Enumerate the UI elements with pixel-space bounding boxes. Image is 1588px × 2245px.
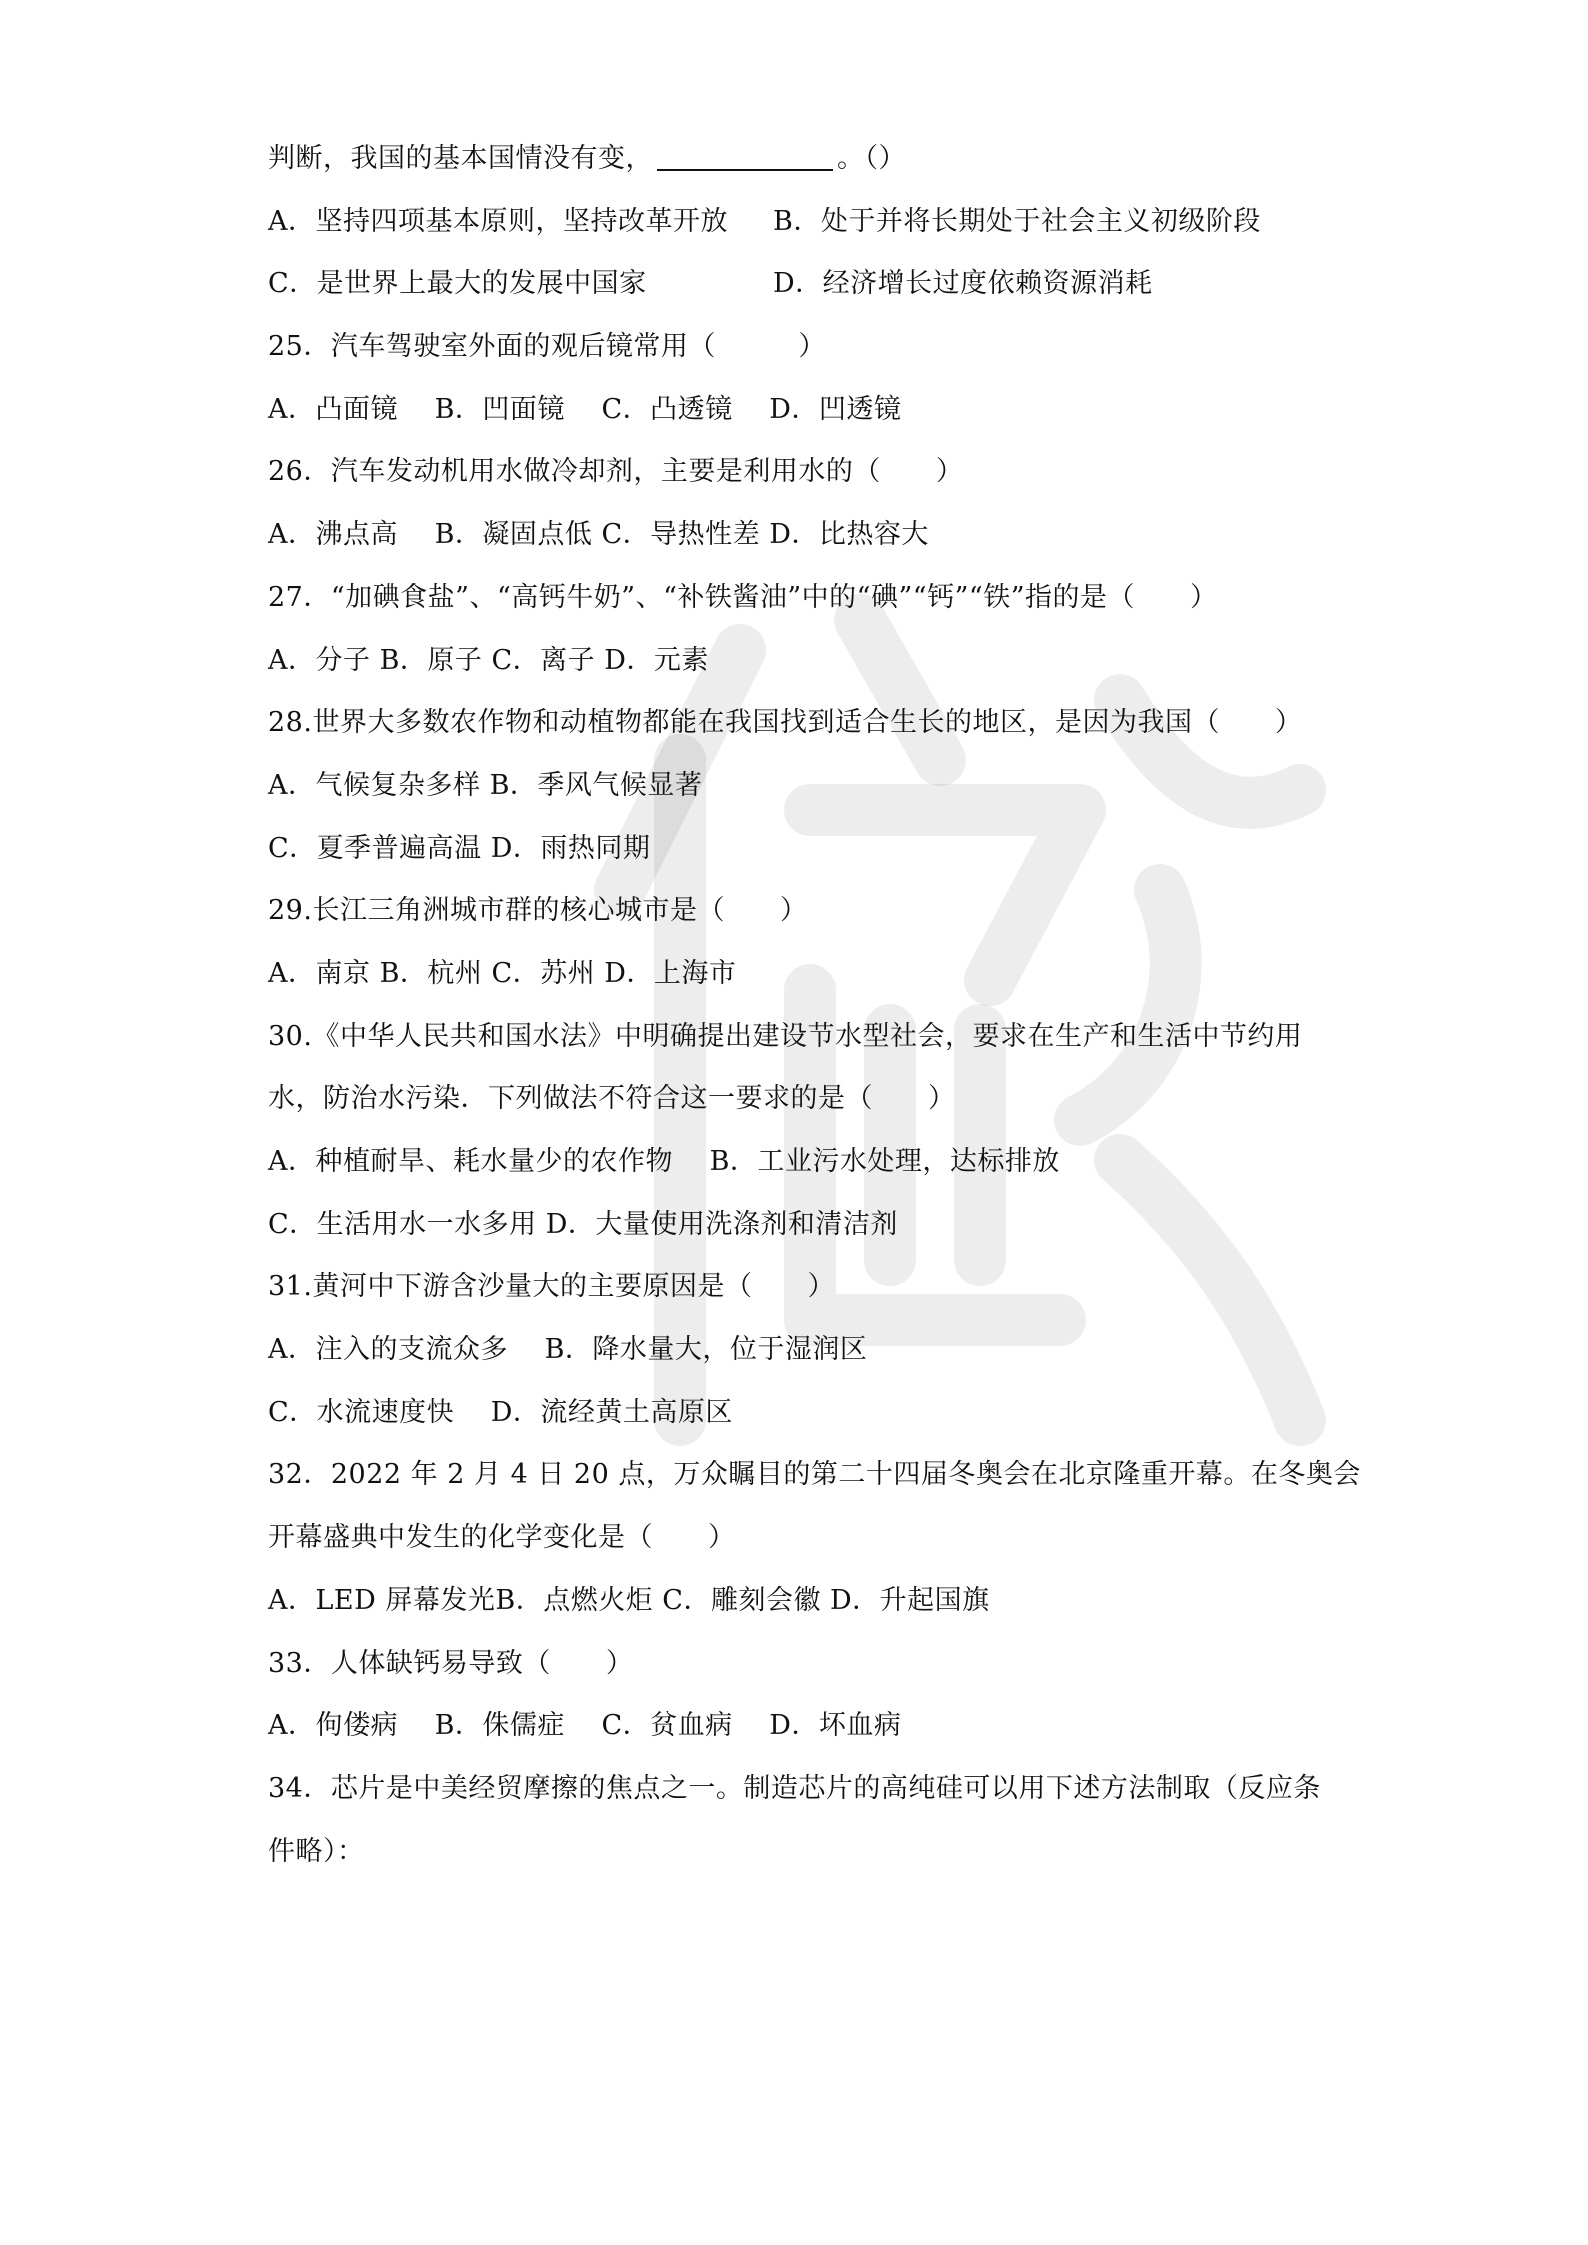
q30-stem-line-2: 水，防治水污染．下列做法不符合这一要求的是（ ） <box>268 1083 956 1115</box>
q24-option-d: D．经济增长过度依赖资源消耗 <box>773 268 1153 300</box>
q31-options-cd: C．水流速度快 D．流经黄土高原区 <box>268 1396 733 1428</box>
q24-options-cd <box>268 253 1348 316</box>
q30-stem-line-1: 30.《中华人民共和国水法》中明确提出建设节水型社会，要求在生产和生活中节约用 <box>268 1020 1303 1052</box>
q32-stem-line-1: 32．2022 年 2 月 4 日 20 点，万众瞩目的第二十四届冬奥会在北京隆重开幕。在冬奥会 <box>268 1459 1361 1491</box>
q25-stem: 25．汽车驾驶室外面的观后镜常用（ ） <box>268 331 826 363</box>
q26-options: A．沸点高 B．凝固点低 C．导热性差 D．比热容大 <box>268 519 929 551</box>
q31-options-ab: A．注入的支流众多 B．降水量大，位于湿润区 <box>268 1334 868 1366</box>
q32-stem-line-2: 开幕盛典中发生的化学变化是（ ） <box>268 1522 736 1554</box>
q30-options-cd: C．生活用水一水多用 D．大量使用洗涤剂和清洁剂 <box>268 1208 898 1240</box>
q27-stem: 27．“加碘食盐”、“高钙牛奶”、“补铁酱油”中的“碘”“钙”“铁”指的是（ ） <box>268 581 1218 613</box>
q33-options: A．佝偻病 B．侏儒症 C．贫血病 D．坏血病 <box>268 1710 902 1742</box>
q24-stem-line <box>268 128 1348 191</box>
q31-stem: 31.黄河中下游含沙量大的主要原因是（ ） <box>268 1271 835 1303</box>
q30-options-ab: A．种植耐旱、耗水量少的农作物 B．工业污水处理，达标排放 <box>268 1146 1060 1177</box>
question-content <box>268 128 1361 1883</box>
q28-options-ab: A．气候复杂多样 B．季风气候显著 <box>268 769 703 801</box>
answer-blank <box>657 141 833 171</box>
q25-options: A．凸面镜 B．凹面镜 C．凸透镜 D．凹透镜 <box>268 393 902 425</box>
q28-stem: 28.世界大多数农作物和动植物都能在我国找到适合生长的地区，是因为我国（ ） <box>268 707 1303 739</box>
q28-options-cd: C．夏季普遍高温 D．雨热同期 <box>268 832 651 864</box>
q33-stem: 33．人体缺钙易导致（ ） <box>268 1647 634 1679</box>
q29-options: A．南京 B．杭州 C．苏州 D．上海市 <box>268 957 737 989</box>
q26-stem: 26．汽车发动机用水做冷却剂，主要是利用水的（ ） <box>268 456 964 488</box>
q32-options: A．LED 屏幕发光B．点燃火炬 C．雕刻会徽 D．升起国旗 <box>268 1584 990 1616</box>
q24-stem-suffix: 。（） <box>837 143 906 174</box>
q24-options-ab <box>268 191 1348 254</box>
q27-options: A．分子 B．原子 C．离子 D．元素 <box>268 644 709 676</box>
q24-option-a: A．坚持四项基本原则，坚持改革开放 <box>268 205 728 237</box>
q34-stem-line-2: 件略）： <box>268 1835 365 1867</box>
q24-option-b: B．处于并将长期处于社会主义初级阶段 <box>773 205 1261 237</box>
q29-stem: 29.长江三角洲城市群的核心城市是（ ） <box>268 895 808 927</box>
q34-stem-line-1: 34．芯片是中美经贸摩擦的焦点之一。制造芯片的高纯硅可以用下述方法制取（反应条 <box>268 1772 1321 1804</box>
q24-option-c: C．是世界上最大的发展中国家 <box>268 268 647 300</box>
q24-stem-prefix: 判断，我国的基本国情没有变， <box>268 143 653 174</box>
